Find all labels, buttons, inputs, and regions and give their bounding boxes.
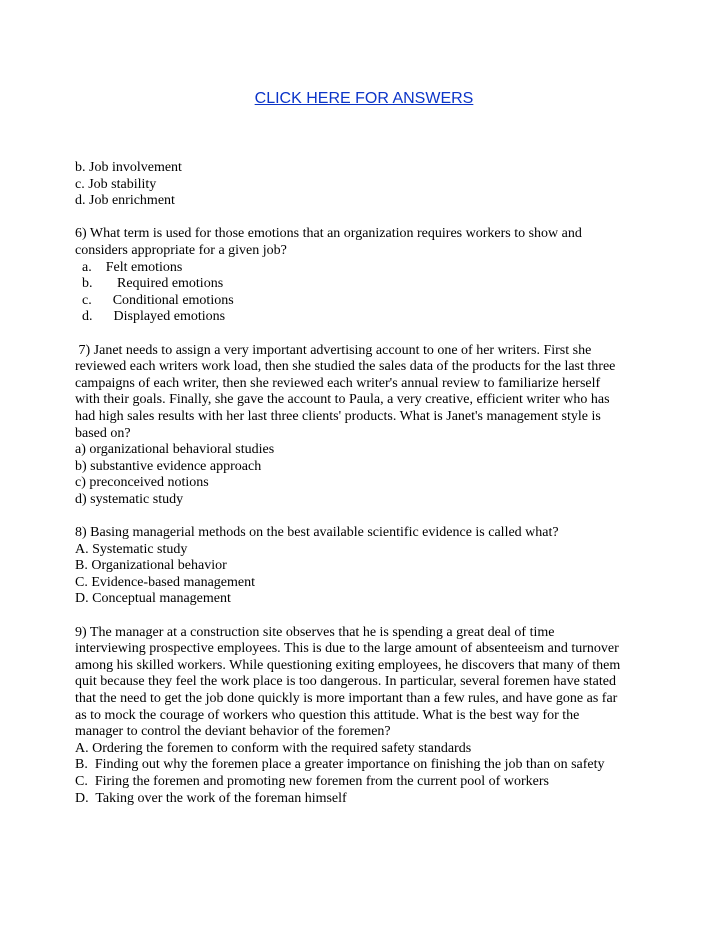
question-text: 9) The manager at a construction site observes that he is spending a great deal of time bbox=[75, 624, 555, 640]
answer-option: A. Ordering the foremen to conform with the required safety standards bbox=[75, 740, 472, 756]
answer-option: b. Required emotions bbox=[75, 276, 224, 292]
answer-option: C. Firing the foremen and promoting new foremen from the current pool of workers bbox=[75, 773, 549, 789]
document-body bbox=[75, 160, 655, 807]
answer-option: c) preconceived notions bbox=[75, 475, 209, 491]
answer-option: c. Conditional emotions bbox=[75, 292, 234, 308]
question-8 bbox=[75, 525, 655, 608]
answer-option: B. Organizational behavior bbox=[75, 558, 227, 574]
answer-option: D. Taking over the work of the foreman himself bbox=[75, 790, 347, 806]
answer-option: D. Conceptual management bbox=[75, 591, 231, 607]
spacer bbox=[75, 508, 655, 525]
question-text: as to mock the courage of workers who question this attitude. What is the best way for the bbox=[75, 707, 580, 723]
question-text: reviewed each writers work load, then she studied the sales data of the products for the last three bbox=[75, 359, 616, 375]
question-7 bbox=[75, 343, 655, 509]
question-text: 6) What term is used for those emotions that an organization requires workers to show and bbox=[75, 226, 582, 242]
spacer bbox=[75, 210, 655, 227]
question-text: based on? bbox=[75, 425, 131, 441]
spacer bbox=[75, 608, 655, 625]
answers-link[interactable]: CLICK HERE FOR ANSWERS bbox=[254, 90, 474, 107]
answer-option: c. Job stability bbox=[75, 176, 157, 192]
answer-option: C. Evidence-based management bbox=[75, 574, 255, 590]
question-text: with their goals. Finally, she gave the account to Paula, a very creative, efficient writer who has bbox=[75, 392, 610, 408]
question-text: 7) Janet needs to assign a very important advertising account to one of her writers. First she bbox=[75, 342, 592, 358]
question-text: had high sales results with her last three clients' products. What is Janet's management style is bbox=[75, 408, 601, 424]
question-text: 8) Basing managerial methods on the best available scientific evidence is called what? bbox=[75, 525, 559, 541]
question-text: campaigns of each writer, then she reviewed each writer's annual review to familiarize herself bbox=[75, 375, 601, 391]
question-6 bbox=[75, 226, 655, 326]
question-text: interviewing prospective employees. This is due to the large amount of absenteeism and turnover bbox=[75, 641, 619, 657]
answer-option: B. Finding out why the foremen place a greater importance on finishing the job than on safety bbox=[75, 757, 605, 773]
answer-option: d. Job enrichment bbox=[75, 193, 175, 209]
answer-option: A. Systematic study bbox=[75, 541, 188, 557]
answer-option: d) systematic study bbox=[75, 491, 184, 507]
question-text: that the need to get the job done quickly is more important than a few rules, and have gone as far bbox=[75, 691, 618, 706]
answer-option: a) organizational behavioral studies bbox=[75, 442, 275, 458]
question-text: quit because they feel the work place is too dangerous. In particular, several foremen have stated bbox=[75, 674, 616, 690]
answer-option: a. Felt emotions bbox=[75, 259, 183, 275]
answer-option: b. Job involvement bbox=[75, 160, 182, 175]
spacer bbox=[75, 326, 655, 343]
question-5-continued bbox=[75, 160, 655, 210]
question-text: considers appropriate for a given job? bbox=[75, 242, 287, 258]
answer-option: d. Displayed emotions bbox=[75, 309, 226, 325]
question-text: manager to control the deviant behavior of the foremen? bbox=[75, 724, 391, 740]
question-9 bbox=[75, 625, 655, 808]
question-text: among his skilled workers. While questioning exiting employees, he discovers that many of them bbox=[75, 657, 621, 673]
answer-option: b) substantive evidence approach bbox=[75, 458, 262, 474]
